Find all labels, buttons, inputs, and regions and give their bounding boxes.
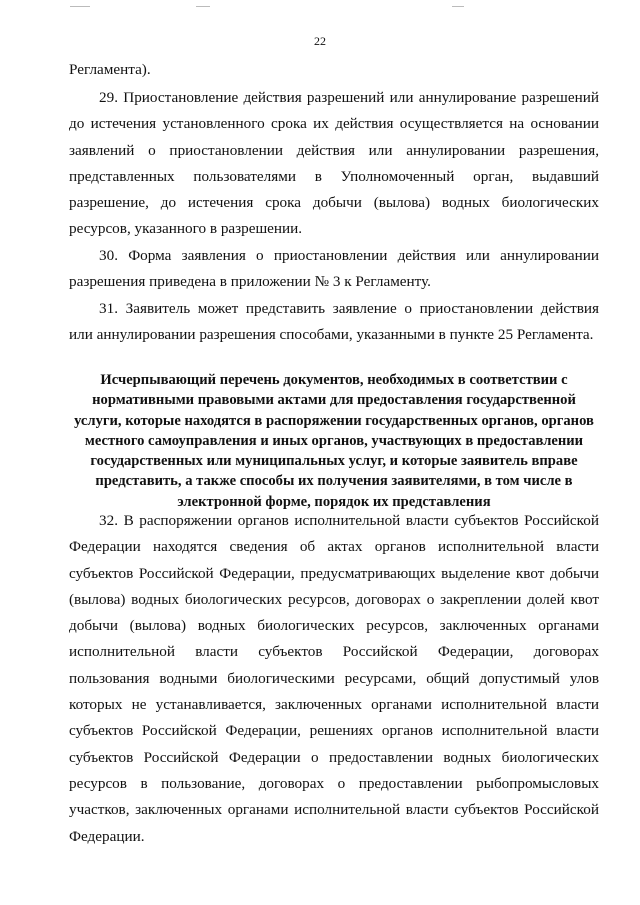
paragraph-31: 31. Заявитель может представить заявление о приостановлении действия или аннулировании разрешения способами, указанными в пункте 25 Регламента.	[69, 300, 599, 344]
scan-artifact	[70, 6, 90, 7]
paragraph-continuation: Регламента).	[69, 61, 151, 78]
paragraph-29: 29. Приостановление действия разрешений или аннулирование разрешений до истечения установленного срока их действия осуществляется на основании заявлений о приостановлении действия или аннулировании разрешения, представленных пользователями в Уполномоченный орган, выдавший разрешение, до истечения срока добычи (вылова) водных биологических ресурсов, указанного в разрешении.	[69, 89, 599, 238]
page-number: 22	[314, 34, 326, 48]
paragraph-30: 30. Форма заявления о приостановлении действия или аннулировании разрешения приведена в приложении № 3 к Регламенту.	[69, 247, 599, 291]
scan-artifact	[452, 6, 464, 7]
paragraph-32: 32. В распоряжении органов исполнительной власти субъектов Российской Федерации находятся сведения об актах органов исполнительной власти субъектов Российской Федерации, предусматривающих выделение квот добычи (вылова) водных биологических ресурсов, договорах о закреплении долей квот добычи (вылова) водных биологических ресурсов, заключенных органами исполнительной власти субъектов Российской Федерации, договорах пользования водными биологическими ресурсами, общий допустимый улов которых не устанавливается, заключенных органами исполнительной власти субъектов Российской Федерации, решениях органов исполнительной власти субъектов Российской Федерации о предоставлении водных биологических ресурсов в пользование, договорах о предоставлении рыбопромысловых участков, заключенных органами исполнительной власти субъектов Российской Федерации.	[69, 512, 599, 845]
section-heading: Исчерпывающий перечень документов, необходимых в соответствии с нормативными правовыми актами для предоставления государственной услуги, которые находятся в распоряжении государственных органов, органов местного самоуправления и иных органов, участвующих в предоставлении государственных или муниципальных услуг, и которые заявитель вправе представить, а также способы их получения заявителями, в том числе в электронной форме, порядок их представления	[74, 372, 594, 510]
scan-artifact	[196, 6, 210, 7]
